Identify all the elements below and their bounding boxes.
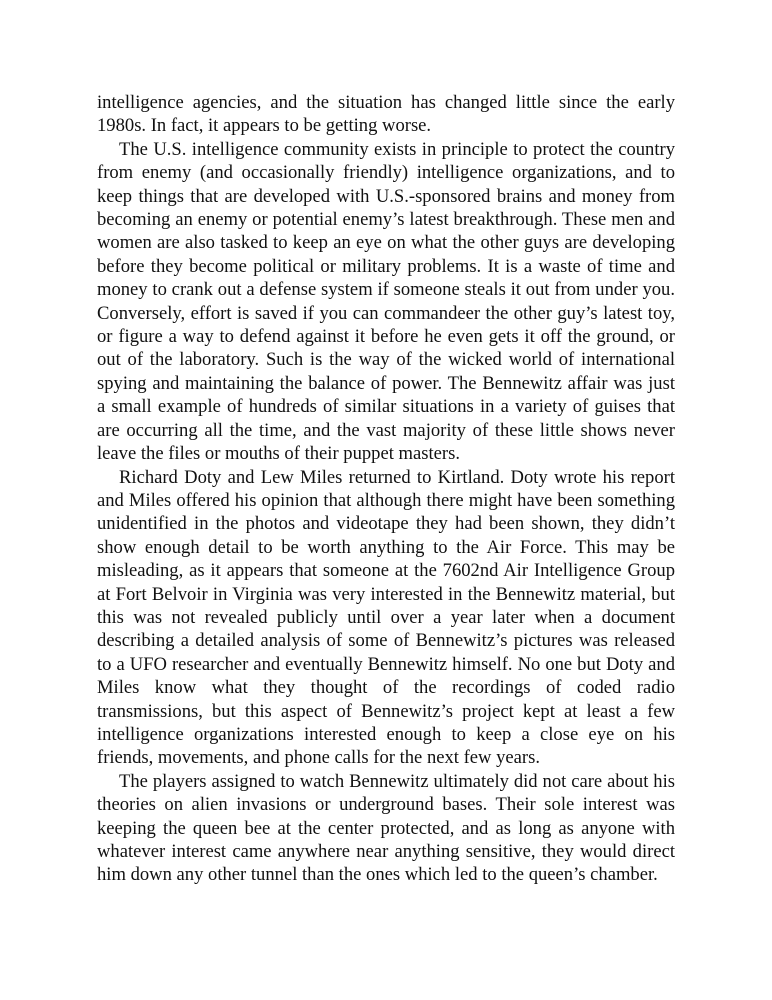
paragraph-3: Richard Doty and Lew Miles returned to Kirtland. Doty wrote his report and Miles offered his opinion that although there might have been something unidentified in the photos and videotape they had been shown, they didn’t show enough detail to be worth anything to the Air Force. This may be misleading, as it appears that someone at the 7602nd Air Intelligence Group at Fort Belvoir in Virginia was very interested in the Bennewitz material, but this was not revealed publicly until over a year later when a document describing a detailed analysis of some of Bennewitz’s pictures was released to a UFO researcher and eventually Bennewitz himself. No one but Doty and Miles know what they thought of the recordings of coded radio transmissions, but this aspect of Bennewitz’s project kept at least a few intelligence organizations interested enough to keep a close eye on his friends, movements, and phone calls for the next few years.: [97, 466, 675, 769]
body-text: [97, 91, 675, 887]
paragraph-1: intelligence agencies, and the situation has changed little since the early 1980s. In fact, it appears to be getting worse.: [97, 92, 675, 137]
paragraph-2: The U.S. intelligence community exists in principle to protect the country from enemy (and occasionally friendly) intelligence organizations, and to keep things that are developed with U.S.-sponsored brains and money from becoming an enemy or potential enemy’s latest breakthrough. These men and women are also tasked to keep an eye on what the other guys are developing before they become political or military problems. It is a waste of time and money to crank out a defense system if someone steals it out from under you. Conversely, effort is saved if you can commandeer the other guy’s latest toy, or figure a way to defend against it before he even gets it off the ground, or out of the laboratory. Such is the way of the wicked world of international spying and maintaining the balance of power. The Bennewitz affair was just a small example of hundreds of similar situations in a variety of guises that are occurring all the time, and the vast majority of these little shows never leave the files or mouths of their puppet masters.: [97, 138, 675, 465]
paragraph-4: The players assigned to watch Bennewitz ultimately did not care about his theories on alien invasions or underground bases. Their sole interest was keeping the queen bee at the center protected, and as long as anyone with whatever interest came anywhere near anything sensitive, they would direct him down any other tunnel than the ones which led to the queen’s chamber.: [97, 770, 675, 886]
